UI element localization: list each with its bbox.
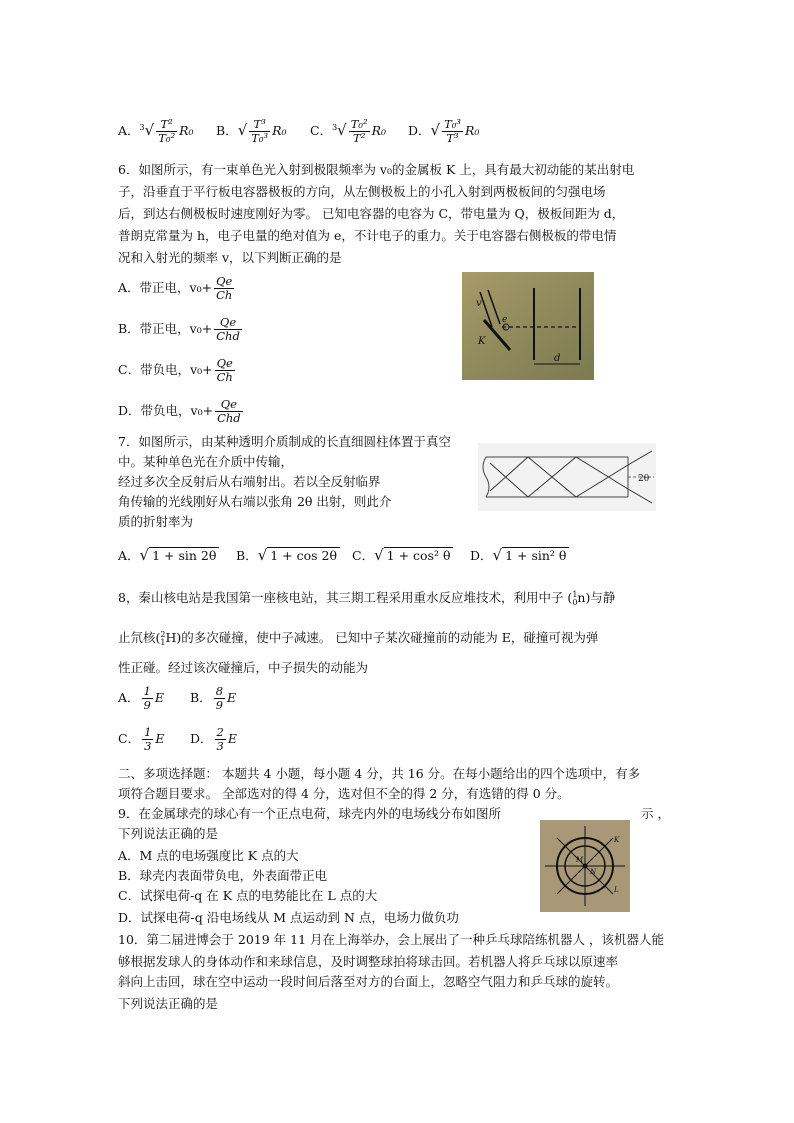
q9-option-a: A．M 点的电场强度比 K 点的大 bbox=[118, 848, 299, 863]
q9-field-figure bbox=[540, 820, 630, 912]
q7-line-2: 中。某种单色光在介质中传输， bbox=[118, 454, 294, 469]
q5-option-b: B．√ $\frac{\text{T³}}{\text{T₀³}}$ R₀ bbox=[216, 117, 287, 145]
q10-line-4: 下列说法正确的是 bbox=[118, 996, 219, 1011]
label-d: d bbox=[554, 353, 561, 364]
q8-line-2: 止氘核( 2 1 H)的多次碰撞，使中子减速。 已知中子某次碰撞前的动能为 E，碰撞可视为弹 bbox=[118, 629, 599, 647]
label-k: K bbox=[614, 836, 620, 844]
q7-option-c: C．√ 1 + cos² θ bbox=[352, 546, 453, 564]
q9-line-1-tail: 示 ， bbox=[641, 806, 670, 821]
q7-line-5: 质的折射率为 bbox=[118, 514, 194, 529]
q6-line-3: 后，到达右侧极板时速度刚好为零。 已知电容器的电容为 C，带电量为 Q，极板间距为 d， bbox=[118, 206, 625, 221]
q8-option-c: C． $\frac{1}{3}$ E bbox=[118, 725, 165, 753]
q7-option-d: D．√ 1 + sin² θ bbox=[470, 546, 569, 564]
angle-label: 2θ bbox=[638, 474, 650, 484]
q8-option-d: D． $\frac{2}{3}$ E bbox=[190, 725, 237, 753]
q5-option-d: D．√ $\frac{\text{T₀³}}{\text{T³}}$ R₀ bbox=[408, 117, 480, 145]
q8-line-3: 性正碰。经过该次碰撞后，中子损失的动能为 bbox=[118, 660, 369, 675]
q6-line-1: 6．如图所示，有一束单色光入射到极限频率为 v₀的金属板 K 上，具有最大初动能的某出射电 bbox=[118, 162, 635, 177]
label-m: M bbox=[576, 856, 584, 864]
q6-line-5: 况和入射光的频率 v，以下判断正确的是 bbox=[118, 250, 342, 265]
q7-option-a: A．√ 1 + sin 2θ bbox=[118, 546, 219, 564]
q10-line-1: 10．第二届进博会于 2019 年 11 月在上海举办，会上展出了一种乒乓球陪练机器人 ，该机器人能 bbox=[118, 932, 664, 947]
section2-line-2: 项符合题目要求。 全部选对的得 4 分，选对但不全的得 2 分，有选错的得 0 分。 bbox=[118, 786, 570, 801]
q5-option-a: A．$^3$√ $\frac{\text{T²}}{\text{T₀²}}$ R₀ bbox=[118, 117, 194, 145]
q9-line-1: 9．在金属球壳的球心有一个正点电荷，球壳内外的电场线分布如图所 bbox=[118, 806, 501, 821]
q9-option-c: C．试探电荷-q 在 K 点的电势能比在 L 点的大 bbox=[118, 888, 378, 903]
label-e: e bbox=[502, 315, 508, 325]
q8-option-a: A． $\frac{1}{9}$ E bbox=[118, 684, 164, 712]
q7-line-1: 7．如图所示，由某种透明介质制成的长直细圆柱体置于真空 bbox=[118, 434, 451, 449]
q9-option-b: B．球壳内表面带负电，外表面带正电 bbox=[118, 868, 328, 883]
q9-line-2: 下列说法正确的是 bbox=[118, 826, 219, 841]
point-charge bbox=[583, 864, 588, 869]
q7-line-3: 经过多次全反射后从右端射出。若以全反射临界 bbox=[118, 474, 381, 489]
q5-option-c: C．$^3$√ $\frac{\text{T₀²}}{\text{T²}}$ R₀ bbox=[310, 117, 387, 145]
q9-option-d: D．试探电荷-q 沿电场线从 M 点运动到 N 点，电场力做负功 bbox=[118, 910, 459, 925]
label-v: v bbox=[476, 298, 482, 309]
q7-fiber-figure bbox=[478, 443, 656, 511]
q6-line-4: 普朗克常量为 h，电子电量的绝对值为 e，不计电子的重力。关于电容器右侧极板的带电情 bbox=[118, 228, 617, 243]
q7-option-b: B．√ 1 + cos 2θ bbox=[236, 546, 340, 564]
q6-option-b: B．带正电，v₀+ $\frac{Qe}{\text{Chd}}$ bbox=[118, 315, 240, 343]
label-l: L bbox=[614, 886, 619, 894]
label-k: K bbox=[478, 336, 486, 347]
q6-option-d: D．带负电，v₀+ $\frac{Qe}{\text{Chd}}$ bbox=[118, 397, 241, 425]
q8-line-1: 8，秦山核电站是我国第一座核电站，其三期工程采用重水反应堆技术，利用中子 ( 1 0 n)与静 bbox=[118, 589, 616, 607]
q6-line-2: 子，沿垂直于平行板电容器极板的方向，从左侧极板上的小孔入射到两极板间的匀强电场 bbox=[118, 184, 606, 199]
q7-line-4: 角传输的光线刚好从右端以张角 2θ 出射，则此介 bbox=[118, 494, 392, 509]
label-n: N bbox=[590, 868, 597, 876]
q8-option-b: B． $\frac{8}{9}$ E bbox=[190, 684, 237, 712]
q10-line-2: 够根据发球人的身体动作和来球信息，及时调整球拍将球击回。若机器人将乒乓球以原速率 bbox=[118, 954, 619, 969]
q10-line-3: 斜向上击回，球在空中运动一段时间后落至对方的台面上，忽略空气阻力和乒乓球的旋转。 bbox=[118, 974, 619, 989]
q6-capacitor-figure bbox=[462, 272, 594, 380]
q6-option-c: C．带负电，v₀+ $\frac{Qe}{Ch}$ bbox=[118, 356, 233, 384]
section2-line-1: 二、多项选择题： 本题共 4 小题，每小题 4 分，共 16 分。在每小题给出的四个选项中，有多 bbox=[118, 766, 641, 781]
q6-option-a: A．带正电，v₀+ $\frac{Qe}{Ch}$ bbox=[118, 274, 233, 302]
